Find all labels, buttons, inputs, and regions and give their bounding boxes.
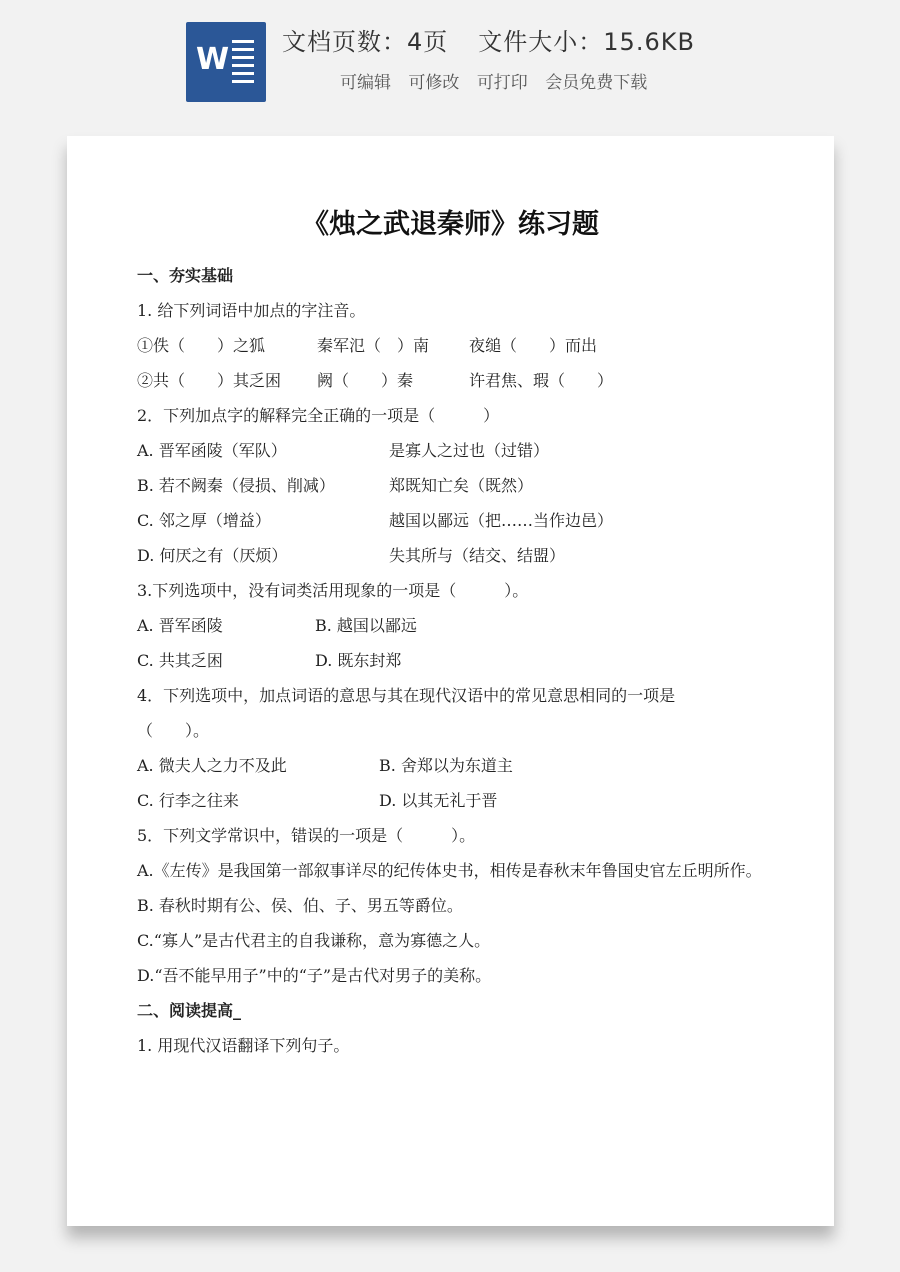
question-4-continued: （ ）。 [137,721,210,740]
q2-option-d [137,538,777,573]
document-title: 《烛之武退秦师》练习题 [302,209,599,240]
option-left: A. 晋军函陵（军队） [137,441,287,460]
q1-item: 夜缒（ ）而出 [469,336,598,355]
q1-item: ①佚（ ）之狐 [137,336,266,355]
question-1: 1. 给下列词语中加点的字注音。 [137,301,366,320]
q2-option-b [137,468,777,503]
option-left: A. 微夫人之力不及此 [137,756,287,775]
feature-editable: 可编辑 [340,73,391,93]
document-body [137,258,777,1063]
word-icon-letter: W [196,42,230,77]
q2-option-c [137,503,777,538]
q5-option-b: B. 春秋时期有公、侯、伯、子、男五等爵位。 [137,896,463,915]
q4-options-row-1 [137,748,777,783]
option-right: D. 以其无礼于晋 [379,791,498,810]
feature-printable: 可打印 [476,73,528,93]
q5-option-a: A.《左传》是我国第一部叙事详尽的纪传体史书，相传是春秋末年鲁国史官左丘明所作。 [137,861,762,880]
document-page [67,136,834,1226]
option-left: A. 晋军函陵 [137,616,223,635]
option-right: B. 越国以鄙远 [315,616,417,635]
option-left: B. 若不阙秦（侵损、削减） [137,476,335,495]
question-3: 3.下列选项中，没有词类活用现象的一项是（ ）。 [137,581,529,600]
feature-modifiable: 可修改 [408,73,460,93]
option-right: 失其所与（结交、结盟） [389,546,566,565]
option-right: 越国以鄙远（把……当作边邑） [389,511,614,530]
question-1-row-1 [137,328,777,363]
option-right: B. 舍郑以为东道主 [379,756,513,775]
word-document-icon [186,22,266,102]
file-size: 文件大小：15.6KB [478,28,695,56]
question-2: 2．下列加点字的解释完全正确的一项是（ ） [137,406,500,425]
q5-option-c: C.“寡人”是古代君主的自我谦称，意为寡德之人。 [137,931,491,950]
option-left: C. 行李之往来 [137,791,239,810]
question-5: 5．下列文学常识中，错误的一项是（ ）。 [137,826,476,845]
file-info [282,22,695,57]
section-heading-reading: 二、阅读提高_ [137,1001,242,1020]
reading-question-1: 1. 用现代汉语翻译下列句子。 [137,1036,350,1055]
q2-option-a [137,433,777,468]
question-4: 4．下列选项中，加点词语的意思与其在现代汉语中的常见意思相同的一项是 [137,686,676,705]
q3-options-row-1 [137,608,777,643]
q1-item: 秦军氾（ ）南 [317,336,430,355]
q4-options-row-2 [137,783,777,818]
q1-item: 许君焦、瑕（ ） [469,371,614,390]
section-heading-basics: 一、夯实基础 [137,266,234,285]
option-right: 是寡人之过也（过错） [389,441,550,460]
feature-list [340,68,659,93]
feature-free-download: 会员免费下载 [545,73,648,93]
download-banner [0,0,900,120]
word-icon-lines [232,40,254,84]
option-left: D. 何厌之有（厌烦） [137,546,288,565]
option-left: C. 共其乏困 [137,651,223,670]
q1-item: 阙（ ）秦 [317,371,414,390]
option-right: 郑既知亡矣（既然） [389,476,534,495]
q1-item: ②共（ ）其乏困 [137,371,282,390]
q5-option-d: D.“吾不能早用子”中的“子”是古代对男子的美称。 [137,966,492,985]
page-count: 文档页数：4页 [282,28,449,56]
option-right: D. 既东封郑 [315,651,402,670]
option-left: C. 邻之厚（增益） [137,511,271,530]
q3-options-row-2 [137,643,777,678]
question-1-row-2 [137,363,777,398]
